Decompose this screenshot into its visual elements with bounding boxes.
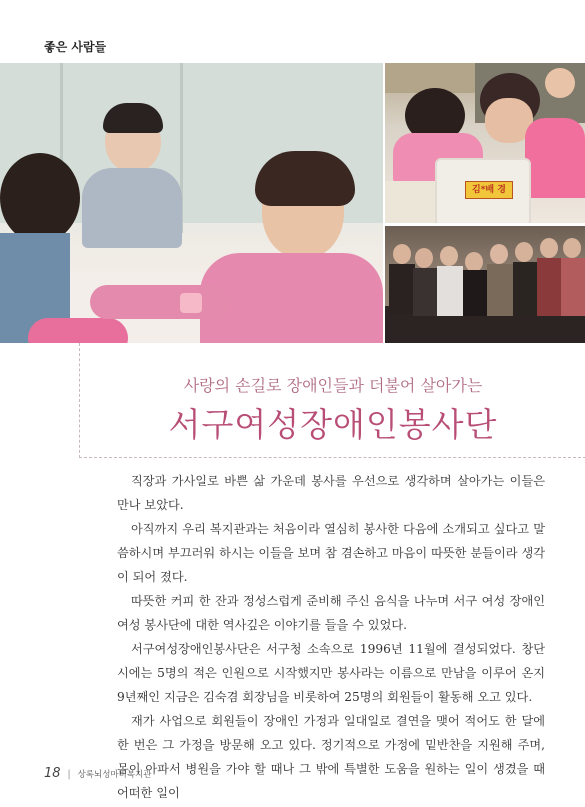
paragraph: 재가 사업으로 회원들이 장애인 가정과 일대일로 결연을 맺어 적어도 한 달에 한 번은 그 가정을 방문해 오고 있다. 정기적으로 가정에 밑반찬을 지원해 주며, 몸이 아파서 병원을 가야 할 때나 그 밖에 특별한 도움을 원하는 일이 생겼을 때 어떠한 일이 xyxy=(117,714,545,800)
organization-name: 상록뇌성마비복지관 xyxy=(77,770,152,780)
main-photo xyxy=(0,63,383,343)
paragraph: 따뜻한 커피 한 잔과 정성스럽게 준비해 주신 음식을 나누며 서구 여성 장애인 여성 봉사단에 대한 역사깊은 이야기를 들을 수 있었다. xyxy=(117,594,545,632)
paragraph: 서구여성장애인봉사단은 서구청 소속으로 1996년 11월에 결성되었다. 창단시에는 5명의 적은 인원으로 시작했지만 봉사라는 이름으로 만남을 이루어 온지 9년째인 지금은 김숙겸 회장님을 비롯하여 25명의 회원들이 활동해 오고 있다. xyxy=(117,642,545,704)
paragraph: 직장과 가사일로 바쁜 삶 가운데 봉사를 우선으로 생각하며 살아가는 이들은 만나 보았다. xyxy=(117,474,545,512)
paragraph: 아직까지 우리 복지관과는 처음이라 열심히 봉사한 다음에 소개되고 싶다고 말씀하시며 부끄러워 하시는 이들을 보며 참 겸손하고 마음이 따뜻한 분들이라 생각이 되어 졌다. xyxy=(117,522,545,584)
section-label: 좋은 사람들 xyxy=(44,40,107,54)
page-number: 18 xyxy=(44,766,61,781)
bottom-right-photo xyxy=(385,226,585,343)
top-right-photo xyxy=(385,63,585,223)
page-footer xyxy=(44,766,151,781)
title-block xyxy=(79,343,585,458)
chair-sign: 김*배 경 xyxy=(465,181,513,199)
article-subtitle: 사랑의 손길로 장애인들과 더불어 살아가는 xyxy=(183,376,483,395)
footer-separator: | xyxy=(67,769,71,780)
article-body xyxy=(117,469,545,805)
article-title: 서구여성장애인봉사단 xyxy=(168,405,498,444)
